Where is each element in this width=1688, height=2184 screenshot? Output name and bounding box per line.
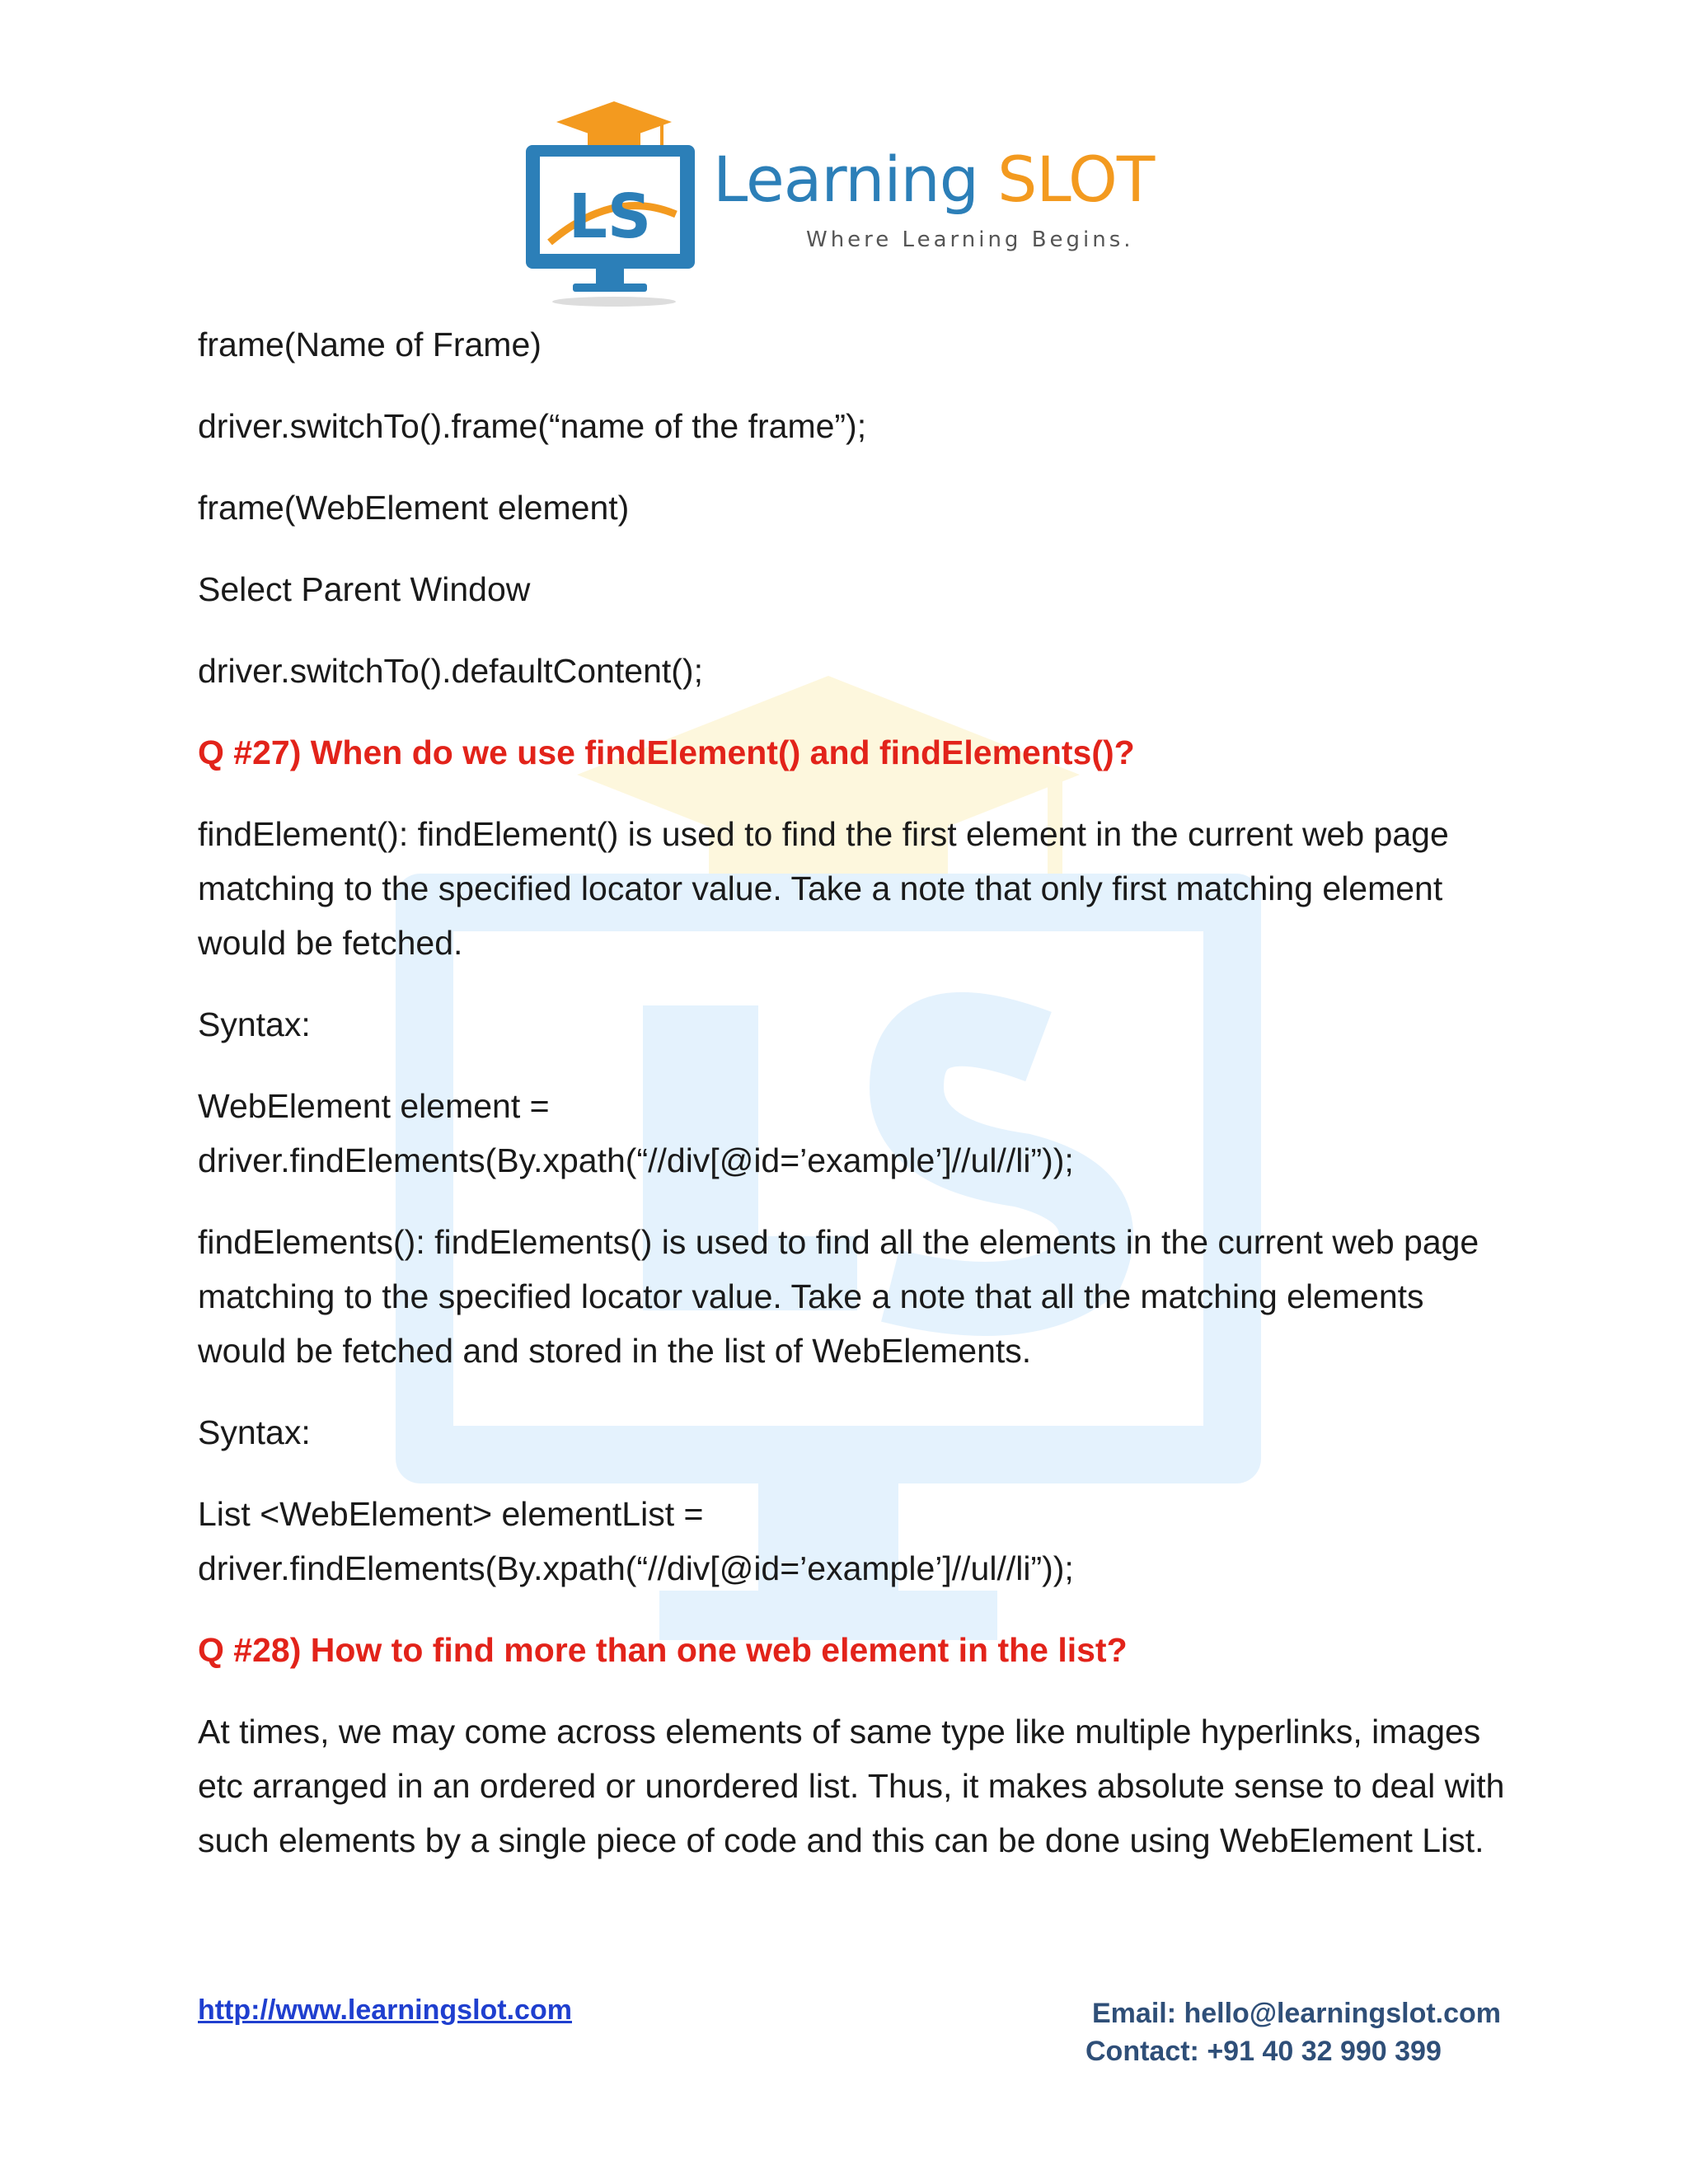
brand-tagline: Where Learning Begins. [806, 227, 1134, 252]
question-heading-27: Q #27) When do we use findElement() and findElements()? [198, 733, 1135, 771]
text-line: Select Parent Window [198, 570, 531, 608]
text-line: frame(WebElement element) [198, 489, 630, 527]
text-line: frame(Name of Frame) [198, 326, 542, 363]
answer-paragraph: At times, we may come across elements of same type like multiple hyperlinks, images etc arranged in an ordered or unordered list. Thus, it makes absolute sense to deal with such elements by a single piece of code and this can be done using WebElement List. [198, 1713, 1505, 1859]
learning-slot-logo [523, 97, 1155, 312]
syntax-label: Syntax: [198, 1005, 311, 1043]
syntax-label: Syntax: [198, 1413, 311, 1451]
code-line: List <WebElement> elementList = [198, 1495, 704, 1533]
page-content [198, 317, 1517, 1895]
brand-second-word: SLOT [997, 143, 1155, 216]
footer-phone: Contact: +91 40 32 990 399 [1085, 2036, 1442, 2067]
find-elements-description: findElements(): findElements() is used to find all the elements in the current web page matching to the specified locator value. Take a note that all the matching elements would be fetched and stored in the list of WebElements. [198, 1223, 1479, 1370]
code-line: WebElement element = [198, 1087, 550, 1125]
logo-initials: LS [568, 181, 652, 252]
code-line: driver.switchTo().defaultContent(); [198, 652, 703, 690]
question-heading-28: Q #28) How to find more than one web element in the list? [198, 1631, 1128, 1669]
website-link[interactable]: http://www.learningslot.com [198, 1994, 572, 2026]
brand-name [713, 143, 1155, 216]
footer-contact-block [1085, 1994, 1502, 2070]
find-element-description: findElement(): findElement() is used to find the first element in the current web page matching to the specified locator value. Take a note that only first matching element would be fetched. [198, 815, 1449, 962]
footer-email: Email: hello@learningslot.com [1092, 1998, 1502, 2029]
monitor-graduation-cap-icon [523, 97, 705, 312]
code-line: driver.findElements(By.xpath(“//div[@id=’example’]//ul//li”)); [198, 1549, 1074, 1587]
brand-first-word: Learning [713, 143, 978, 216]
code-line: driver.switchTo().frame(“name of the frame”); [198, 407, 867, 445]
code-line: driver.findElements(By.xpath(“//div[@id=’example’]//ul//li”)); [198, 1141, 1074, 1179]
